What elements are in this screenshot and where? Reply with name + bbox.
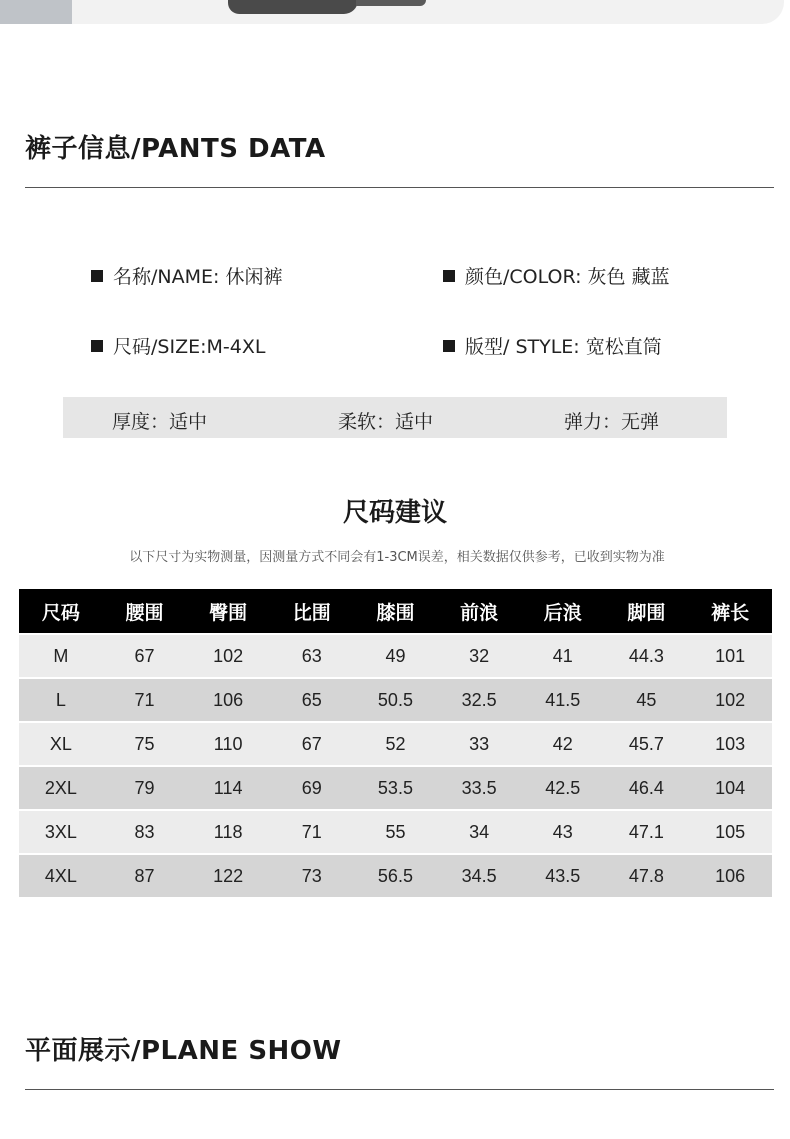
table-cell: 47.8 [605, 854, 689, 897]
info-style-text: 版型/ STYLE: 宽松直筒 [465, 336, 662, 358]
square-bullet-icon [91, 270, 103, 282]
table-row [19, 634, 772, 678]
table-cell: 56.5 [354, 854, 438, 897]
table-cell: 118 [186, 810, 270, 854]
table-cell: 114 [186, 766, 270, 810]
table-cell: 2XL [19, 766, 103, 810]
size-suggestion-title: 尺码建议 [342, 498, 447, 528]
table-row [19, 854, 772, 897]
table-cell: 41.5 [521, 678, 605, 722]
table-cell: 47.1 [605, 810, 689, 854]
table-cell: 106 [186, 678, 270, 722]
table-row [19, 678, 772, 722]
table-cell: 67 [103, 634, 187, 678]
info-color-text: 颜色/COLOR: 灰色 藏蓝 [465, 266, 670, 288]
table-cell: 103 [688, 722, 772, 766]
shoe-image [228, 0, 358, 14]
square-bullet-icon [91, 340, 103, 352]
square-bullet-icon [443, 270, 455, 282]
table-cell: 49 [354, 634, 438, 678]
table-cell: 106 [688, 854, 772, 897]
info-color [443, 262, 670, 289]
table-cell: 75 [103, 722, 187, 766]
table-cell: 110 [186, 722, 270, 766]
table-row [19, 810, 772, 854]
table-cell: 105 [688, 810, 772, 854]
square-bullet-icon [443, 340, 455, 352]
table-cell: 42.5 [521, 766, 605, 810]
header-waist: 腰围 [103, 589, 187, 634]
table-cell: L [19, 678, 103, 722]
table-cell: 102 [186, 634, 270, 678]
table-cell: 45 [605, 678, 689, 722]
elasticity-label: 弹力：无弹 [564, 411, 660, 433]
info-name [91, 262, 282, 289]
header-hip: 臀围 [186, 589, 270, 634]
table-row [19, 766, 772, 810]
plane-show-divider [25, 1089, 774, 1090]
header-thigh: 比围 [270, 589, 354, 634]
table-cell: XL [19, 722, 103, 766]
table-cell: 79 [103, 766, 187, 810]
fabric-feel-bar [63, 397, 727, 438]
info-name-text: 名称/NAME: 休闲裤 [113, 266, 283, 288]
table-cell: 34.5 [437, 854, 521, 897]
table-cell: 55 [354, 810, 438, 854]
table-cell: 65 [270, 678, 354, 722]
thickness-label: 厚度：适中 [112, 411, 208, 433]
plane-show-title: 平面展示/PLANE SHOW [25, 1036, 342, 1066]
table-cell: 44.3 [605, 634, 689, 678]
pants-data-divider [25, 187, 774, 188]
size-chart-header-row [19, 589, 772, 634]
table-cell: 34 [437, 810, 521, 854]
header-front-rise: 前浪 [437, 589, 521, 634]
pants-data-title: 裤子信息/PANTS DATA [25, 134, 326, 164]
table-cell: 46.4 [605, 766, 689, 810]
table-cell: 122 [186, 854, 270, 897]
table-cell: 83 [103, 810, 187, 854]
header-size: 尺码 [19, 589, 103, 634]
table-cell: 33 [437, 722, 521, 766]
info-size-text: 尺码/SIZE:M-4XL [113, 336, 266, 358]
table-cell: 43.5 [521, 854, 605, 897]
info-size [91, 332, 265, 359]
table-cell: 3XL [19, 810, 103, 854]
table-cell: 87 [103, 854, 187, 897]
table-cell: 42 [521, 722, 605, 766]
table-cell: 104 [688, 766, 772, 810]
table-row [19, 722, 772, 766]
header-length: 裤长 [688, 589, 772, 634]
softness-label: 柔软：适中 [338, 411, 434, 433]
table-cell: 45.7 [605, 722, 689, 766]
table-cell: 52 [354, 722, 438, 766]
header-back-rise: 后浪 [521, 589, 605, 634]
table-cell: 41 [521, 634, 605, 678]
header-knee: 膝围 [354, 589, 438, 634]
table-cell: 32 [437, 634, 521, 678]
table-cell: 4XL [19, 854, 103, 897]
table-cell: 71 [270, 810, 354, 854]
table-cell: M [19, 634, 103, 678]
table-cell: 73 [270, 854, 354, 897]
info-style [443, 332, 662, 359]
shoe-image-secondary [356, 0, 426, 6]
table-cell: 32.5 [437, 678, 521, 722]
product-photo-edge [0, 0, 784, 24]
table-cell: 71 [103, 678, 187, 722]
table-cell: 50.5 [354, 678, 438, 722]
table-cell: 67 [270, 722, 354, 766]
table-cell: 101 [688, 634, 772, 678]
table-cell: 63 [270, 634, 354, 678]
table-cell: 33.5 [437, 766, 521, 810]
table-cell: 43 [521, 810, 605, 854]
size-chart-table [19, 589, 772, 897]
table-cell: 102 [688, 678, 772, 722]
header-leg-opening: 脚围 [605, 589, 689, 634]
size-measurement-note: 以下尺寸为实物测量，因测量方式不同会有1-3CM误差，相关数据仅供参考，已收到实物为准 [129, 550, 665, 565]
table-cell: 69 [270, 766, 354, 810]
photo-background [0, 0, 72, 24]
table-cell: 53.5 [354, 766, 438, 810]
